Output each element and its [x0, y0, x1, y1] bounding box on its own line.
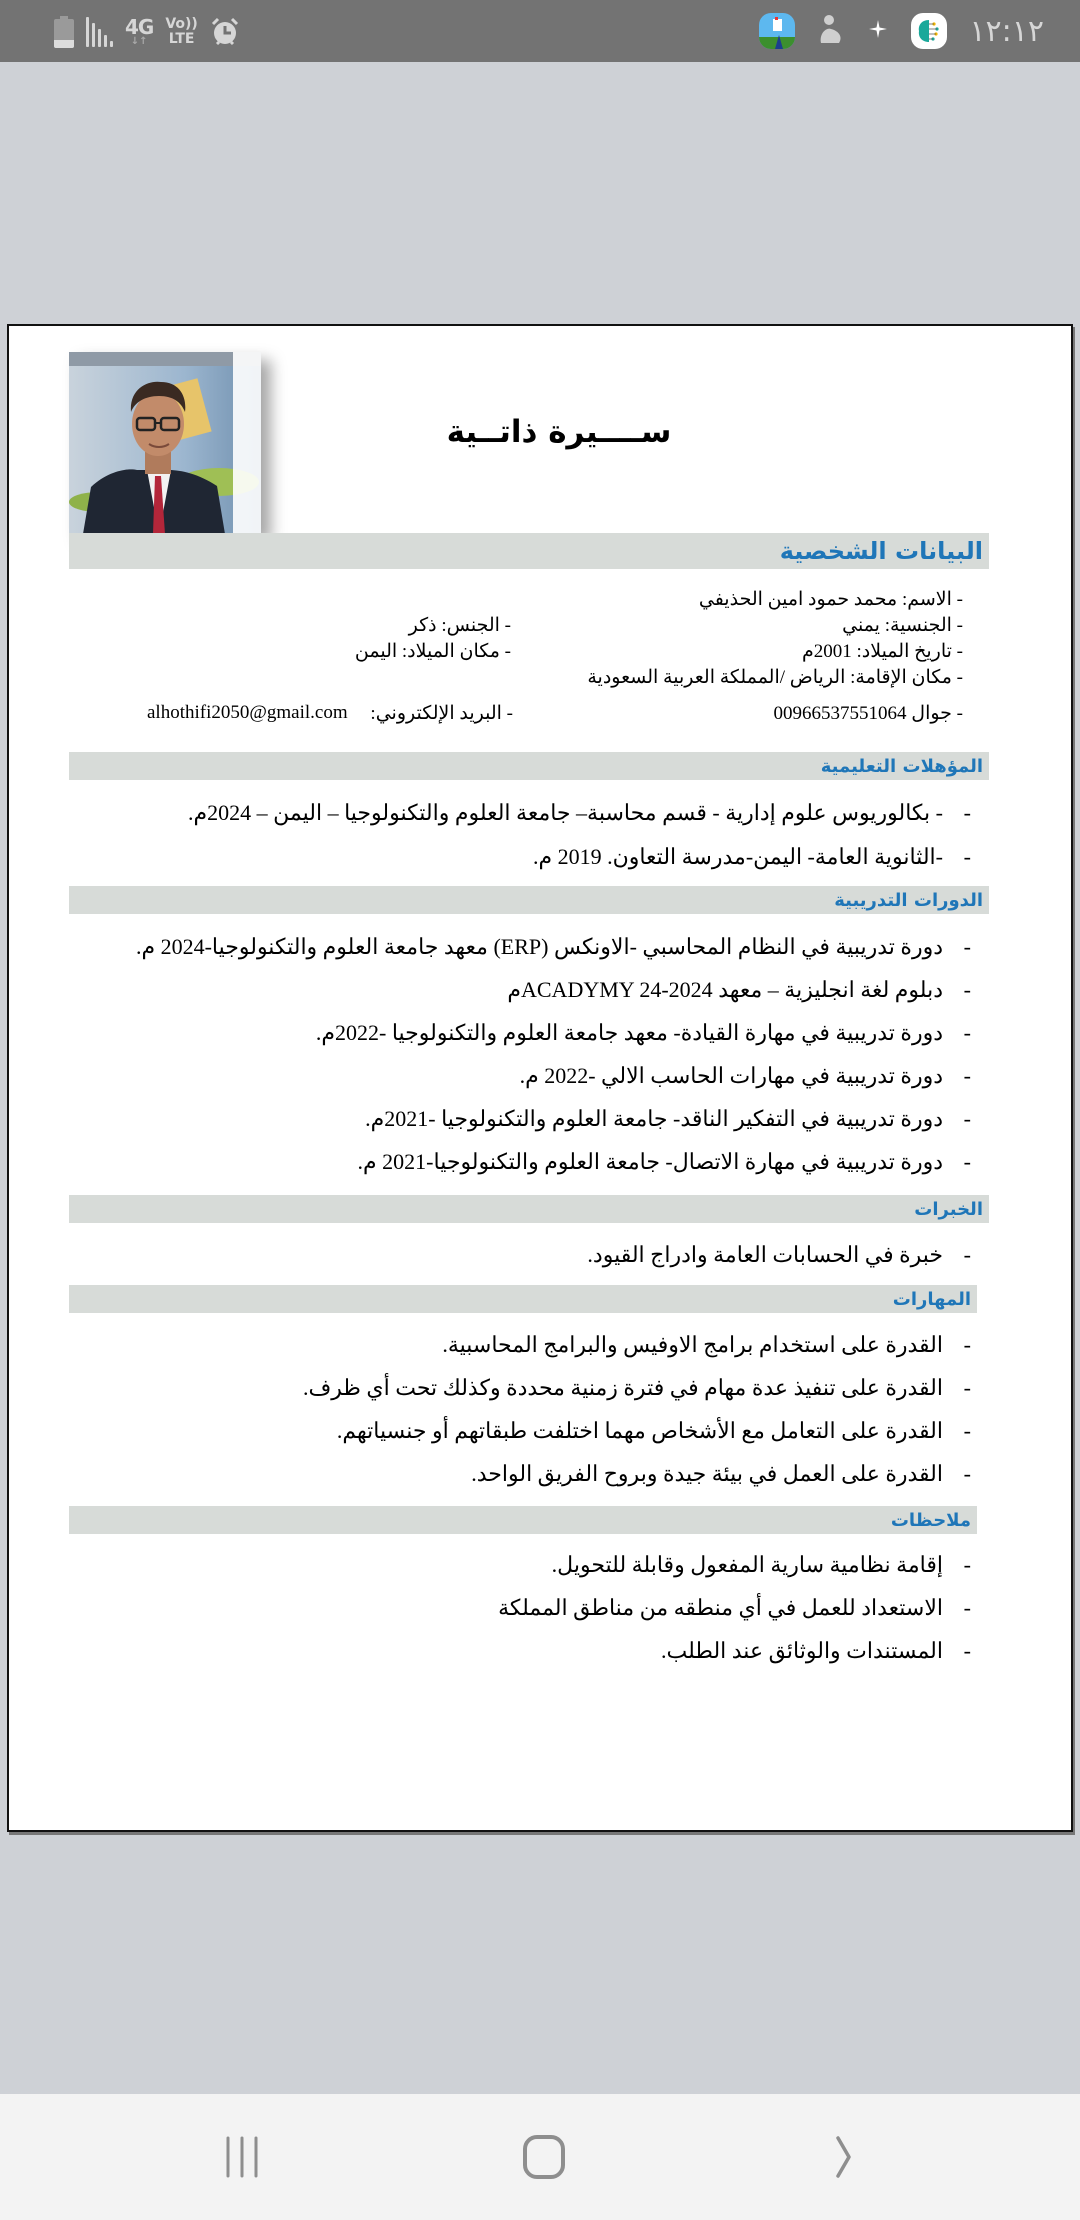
- bullet: -: [963, 844, 971, 869]
- section-header-skills: [69, 1285, 977, 1313]
- course-text: دورة تدريبية في التفكير الناقد- جامعة العلوم والتكنولوجيا -2021م.: [365, 1106, 943, 1131]
- note-text: إقامة نظامية سارية المفعول وقابلة للتحويل.: [551, 1552, 943, 1577]
- recent-apps-button[interactable]: [212, 2130, 272, 2184]
- personal-email-label: - البريد الإلكتروني:: [370, 703, 513, 724]
- note-item: [498, 1595, 971, 1621]
- bullet: -: [963, 1552, 971, 1577]
- profile-photo: [69, 352, 261, 534]
- bullet: -: [963, 800, 971, 825]
- bullet: -: [963, 1461, 971, 1486]
- course-item: [136, 934, 971, 960]
- home-button[interactable]: [514, 2130, 574, 2184]
- education-text: - بكالوريوس علوم إدارية - قسم محاسبة– جامعة العلوم والتكنولوجيا – اليمن – 2024م.: [188, 800, 943, 825]
- bullet: -: [963, 1332, 971, 1357]
- status-bar: [0, 0, 1080, 62]
- bullet: -: [963, 1375, 971, 1400]
- education-item: [188, 800, 971, 826]
- note-text: المستندات والوثائق عند الطلب.: [661, 1638, 943, 1663]
- bullet: -: [963, 1638, 971, 1663]
- note-text: الاستعداد للعمل في أي منطقه من مناطق المملكة: [498, 1595, 943, 1620]
- bullet: -: [963, 1063, 971, 1088]
- home-icon: [522, 2134, 566, 2180]
- brain-app-icon: [911, 13, 947, 49]
- course-text: دورة تدريبية في النظام المحاسبي -الاونكس (ERP) معهد جامعة العلوم والتكنولوجيا-2024 م.: [135, 934, 943, 959]
- course-item: [358, 1149, 971, 1175]
- back-icon: [832, 2135, 862, 2179]
- bullet: -: [963, 1106, 971, 1131]
- volte-icon: [165, 17, 197, 47]
- skill-text: القدرة على استخدام برامج الاوفيس والبرامج المحاسبية.: [442, 1332, 943, 1357]
- bullet: -: [963, 1149, 971, 1174]
- personal-residence: - مكان الإقامة: الرياض /المملكة العربية السعودية: [587, 667, 963, 688]
- bullet: -: [963, 1020, 971, 1045]
- section-header-education: [69, 752, 989, 780]
- experience-text: خبرة في الحسابات العامة وادراج القيود.: [587, 1242, 943, 1267]
- clock-time: ١٢:١٢: [969, 13, 1044, 49]
- recent-apps-icon: [222, 2136, 262, 2178]
- section-title: المهارات: [892, 1288, 971, 1310]
- personal-mobile: - جوال 00966537551064: [773, 703, 963, 724]
- bullet: -: [963, 977, 971, 1002]
- skill-text: القدرة على التعامل مع الأشخاص مهما اختلفت طبقاتهم أو جنسياتهم.: [336, 1418, 943, 1443]
- personal-nationality: - الجنسية: يمني: [842, 615, 963, 636]
- game-app-icon: [759, 13, 795, 49]
- section-title: المؤهلات التعليمية: [820, 755, 983, 777]
- skill-item: [471, 1461, 971, 1487]
- education-item: [533, 844, 971, 870]
- personal-birth-date: - تاريخ الميلاد: 2001م: [801, 641, 963, 662]
- skill-item: [442, 1332, 971, 1358]
- skill-item: [303, 1375, 971, 1401]
- course-text: دورة تدريبية في مهارة القيادة- معهد جامعة العلوم والتكنولوجيا -2022م.: [315, 1020, 943, 1045]
- navigation-bar: [0, 2094, 1080, 2220]
- document-title: ســــيرة ذاتــية: [446, 414, 672, 450]
- alarm-icon: [210, 17, 240, 47]
- section-header-personal: [69, 533, 989, 569]
- section-title: الخبرات: [914, 1198, 983, 1220]
- back-button[interactable]: [817, 2130, 877, 2184]
- course-item: [507, 977, 971, 1003]
- course-text: دبلوم لغة انجليزية – معهد ACADYMY 24-2024م: [507, 977, 943, 1002]
- resume-document[interactable]: [7, 324, 1073, 1832]
- skill-item: [337, 1418, 971, 1444]
- note-item: [661, 1638, 971, 1664]
- section-header-experience: [69, 1195, 989, 1223]
- personal-email[interactable]: alhothifi2050@gmail.com: [147, 702, 348, 723]
- course-text: دورة تدريبية في مهارات الحاسب الالي -2022 م.: [519, 1063, 943, 1088]
- bullet: -: [963, 934, 971, 959]
- course-item: [316, 1020, 971, 1046]
- accessibility-icon: [817, 13, 845, 50]
- section-title: البيانات الشخصية: [779, 537, 983, 565]
- skill-text: القدرة على العمل في بيئة جيدة وبروح الفريق الواحد.: [471, 1461, 943, 1486]
- note-item: [552, 1552, 971, 1578]
- course-item: [520, 1063, 971, 1089]
- signal-icon: [86, 17, 113, 47]
- network-type: 4G: [125, 15, 154, 39]
- personal-birth-place: - مكان الميلاد: اليمن: [354, 641, 511, 662]
- volte-line1: Vo)): [165, 16, 198, 32]
- section-header-notes: [69, 1506, 977, 1534]
- section-title: ملاحظات: [890, 1509, 971, 1531]
- battery-icon: [54, 16, 74, 48]
- education-text: -الثانوية العامة- اليمن-مدرسة التعاون. 2019 م.: [532, 844, 943, 869]
- bullet: -: [963, 1242, 971, 1267]
- network-4g-icon: 4G ↓↑: [125, 15, 154, 47]
- bullet: -: [963, 1418, 971, 1443]
- section-header-courses: [69, 886, 989, 914]
- section-title: الدورات التدريبية: [834, 889, 983, 911]
- personal-gender: - الجنس: ذكر: [408, 615, 511, 636]
- personal-name: - الاسم: محمد حمود امين الحذيفي: [698, 589, 963, 610]
- bullet: -: [963, 1595, 971, 1620]
- experience-item: [587, 1242, 971, 1268]
- course-text: دورة تدريبية في مهارة الاتصال- جامعة العلوم والتكنولوجيا-2021 م.: [357, 1149, 943, 1174]
- skill-text: القدرة على تنفيذ عدة مهام في فترة زمنية محددة وكذلك تحت أي ظرف.: [302, 1375, 943, 1400]
- volte-line2: LTE: [168, 31, 195, 47]
- course-item: [365, 1106, 971, 1132]
- sparkle-icon: [867, 18, 889, 45]
